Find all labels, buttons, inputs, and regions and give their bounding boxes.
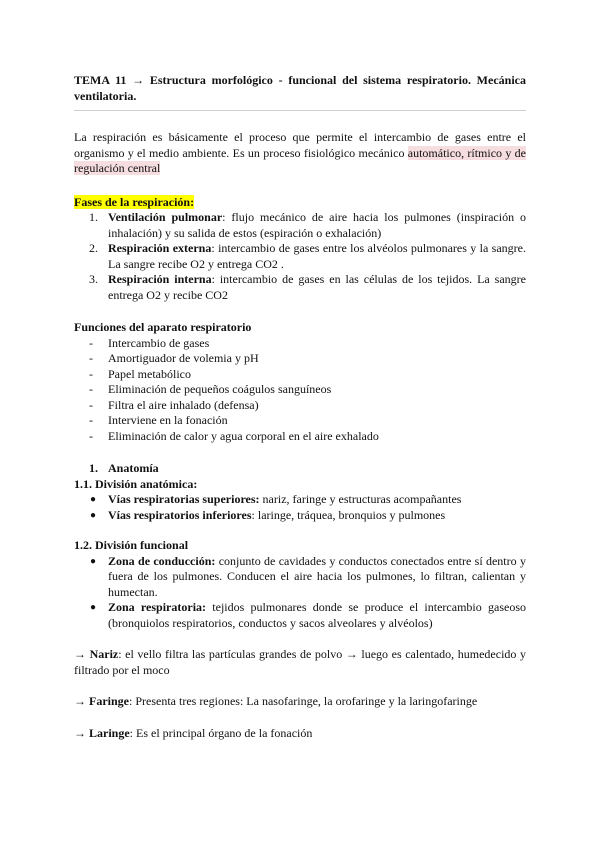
title-divider xyxy=(74,110,526,111)
intro-text: La respiración es básicamente el proceso que permite el intercambio de gases entre el organismo y el medio ambiente. Es un proceso fisiológico mecánico xyxy=(74,130,526,160)
division-funcional-heading: 1.2. División funcional xyxy=(74,538,189,552)
list-item: - Eliminación de pequeños coágulos sanguíneos xyxy=(89,382,332,396)
list-item: ● Vías respiratorias superiores: nariz, faringe y estructuras acompañantes xyxy=(90,492,462,506)
fase-term: Respiración externa xyxy=(108,241,212,255)
document-title: TEMA 11 → Estructura morfológico - funcional del sistema respiratorio. Mecánica ventilatoria. xyxy=(74,73,526,103)
fase-item: 2. Respiración externa: intercambio de gases entre los alvéolos pulmonares y la sangre. La sangre recibe O2 y entrega CO2 . xyxy=(89,241,526,271)
fases-heading: Fases de la respiración: xyxy=(74,194,195,209)
fases-list xyxy=(74,210,526,303)
division-anatomica-heading: 1.1. División anatómica: xyxy=(74,476,198,491)
organo-faringe: → Faringe: Presenta tres regiones: La nasofaringe, la orofaringe y la laringofaringe xyxy=(74,694,478,708)
anatomia-heading: 1. Anatomía xyxy=(89,461,159,475)
organo-laringe: → Laringe: Es el principal órgano de la fonación xyxy=(74,725,313,740)
intro-highlight: automático, rítmico y de regulación central xyxy=(74,145,526,175)
list-item: - Interviene en la fonación xyxy=(89,413,228,427)
organo-nariz: → Nariz: el vello filtra las partículas grandes de polvo → luego es calentado, humedecido y filtrado por el moco xyxy=(74,647,526,677)
list-item: ● Vías respiratorios inferiores: laringe, tráquea, bronquios y pulmones xyxy=(90,507,446,522)
fase-text: : intercambio de gases en las células de los tejidos. La sangre entrega O2 y recibe CO2 xyxy=(108,272,526,302)
fase-term: Respiración interna xyxy=(108,272,212,286)
list-item: ● Zona respiratoria: tejidos pulmonares donde se produce el intercambio gaseoso (bronquiolos respiratorios, conductos y sacos alveolares y alvéolos) xyxy=(90,600,526,630)
intro-paragraph xyxy=(74,130,526,177)
bullet-icon: ● xyxy=(90,509,97,521)
bullet-icon: ● xyxy=(90,602,97,613)
fase-term: Ventilación pulmonar xyxy=(108,210,223,224)
list-item: - Intercambio de gases xyxy=(89,335,210,350)
fase-item: 3. Respiración interna: intercambio de gases en las células de los tejidos. La sangre entrega O2 y recibe CO2 xyxy=(89,272,526,302)
division-funcional-list xyxy=(74,554,526,632)
document-content xyxy=(74,72,526,741)
fase-text: : intercambio de gases entre los alvéolos pulmonares y la sangre. La sangre recibe O2 y entrega CO2 . xyxy=(108,241,526,271)
division-anatomica-list xyxy=(74,492,526,523)
list-item: - Papel metabólico xyxy=(89,366,191,381)
fase-text: : flujo mecánico de aire hacia los pulmones (inspiración o inhalación) y su salida de estos (espiración o exhalación) xyxy=(108,210,527,240)
fase-item: 1. Ventilación pulmonar: flujo mecánico de aire hacia los pulmones (inspiración o inhalación) y su salida de estos (espiración o exhalación) xyxy=(89,210,527,240)
list-item: ● Zona de conducción: conjunto de cavidades y conductos conectados entre sí dentro y fuera de los pulmones. Conducen el aire hacia los pulmones, lo filtran, calientan y humectan. xyxy=(90,553,526,599)
funciones-heading: Funciones del aparato respiratorio xyxy=(74,320,252,334)
bullet-icon: ● xyxy=(90,555,97,567)
list-item: - Amortiguador de volemia y pH xyxy=(89,351,259,365)
list-item: - Eliminación de calor y agua corporal en el aire exhalado xyxy=(89,428,379,443)
bullet-icon: ● xyxy=(90,494,97,505)
list-item: - Filtra el aire inhalado (defensa) xyxy=(89,397,259,412)
funciones-list xyxy=(74,336,526,445)
